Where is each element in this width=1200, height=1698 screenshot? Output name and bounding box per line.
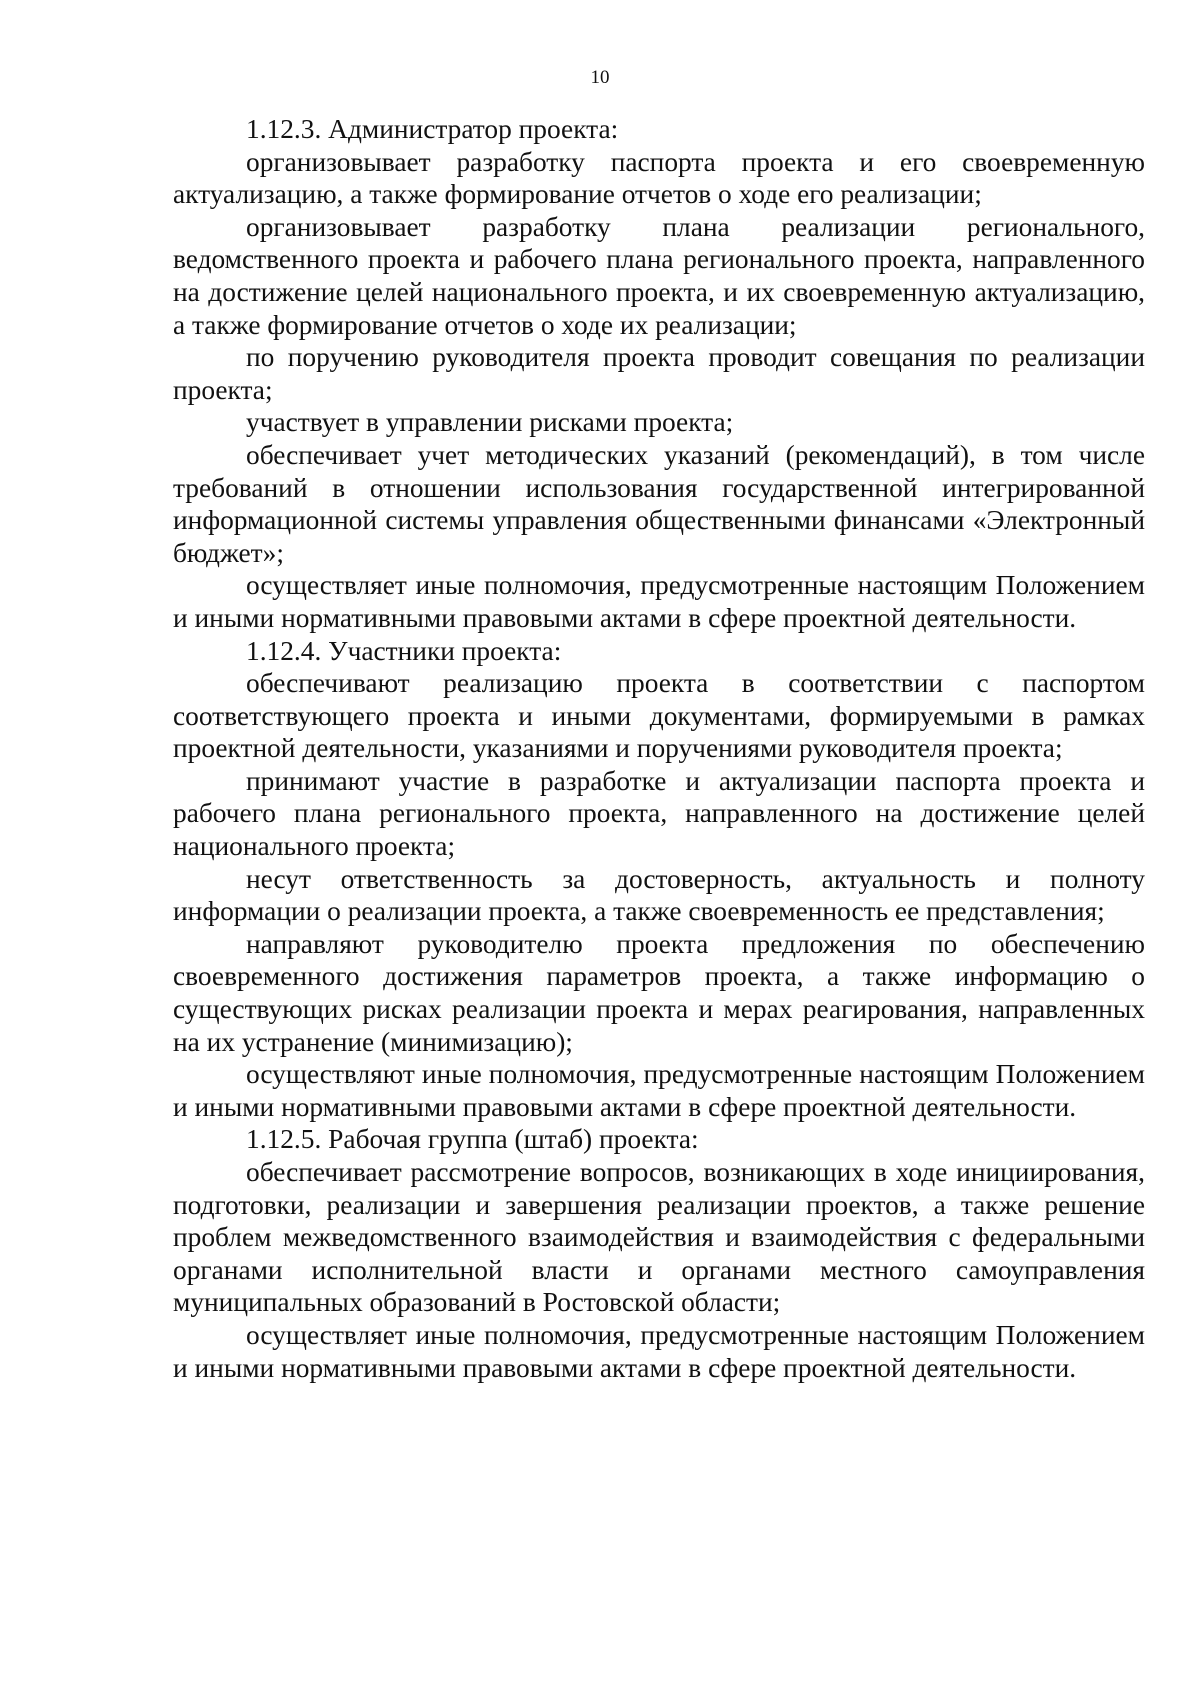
- paragraph: осуществляет иные полномочия, предусмотренные настоящим Положением и иными нормативными правовыми актами в сфере проектной деятельности.: [173, 570, 1145, 633]
- paragraph: несут ответственность за достоверность, актуальность и полноту информации о реализации проекта, а также своевременность ее представления;: [173, 863, 1145, 927]
- paragraph: по поручению руководителя проекта проводит совещания по реализации проекта;: [173, 342, 1145, 405]
- paragraph: осуществляют иные полномочия, предусмотренные настоящим Положением и иными нормативными правовыми актами в сфере проектной деятельности.: [173, 1059, 1145, 1122]
- section-heading-1-12-4: 1.12.4. Участники проекта:: [246, 635, 562, 666]
- document-body: [173, 113, 1145, 1384]
- paragraph: обеспечивают реализацию проекта в соответствии с паспортом соответствующего проекта и иными документами, формируемыми в рамках проектной деятельности, указаниями и поручениями руководителя проекта;: [173, 668, 1145, 764]
- paragraph: направляют руководителю проекта предложения по обеспечению своевременного достижения параметров проекта, а также информацию о существующих рисках реализации проекта и мерах реагирования, направленных на их устранение (минимизацию);: [173, 928, 1145, 1057]
- paragraph: организовывает разработку плана реализации регионального, ведомственного проекта и рабочего плана регионального проекта, направленного на достижение целей национального проекта, и их своевременную актуализацию, а также формирование отчетов о ходе их реализации;: [173, 211, 1145, 340]
- section-heading-1-12-3: 1.12.3. Администратор проекта:: [246, 114, 619, 144]
- paragraph: обеспечивает рассмотрение вопросов, возникающих в ходе инициирования, подготовки, реализации и завершения реализации проектов, а также решение проблем межведомственного взаимодействия и взаимодействия с федеральными органами исполнительной власти и органами местного самоуправления муниципальных образований в Ростовской области;: [173, 1157, 1145, 1318]
- page-number: 10: [590, 67, 610, 88]
- section-heading-1-12-5: 1.12.5. Рабочая группа (штаб) проекта:: [246, 1124, 699, 1155]
- paragraph: обеспечивает учет методических указаний (рекомендаций), в том числе требований в отношении использования государственной интегрированной информационной системы управления общественными финансами «Электронный бюджет»;: [173, 439, 1145, 568]
- paragraph: организовывает разработку паспорта проекта и его своевременную актуализацию, а также формирование отчетов о ходе его реализации;: [173, 146, 1145, 210]
- paragraph: осуществляет иные полномочия, предусмотренные настоящим Положением и иными нормативными правовыми актами в сфере проектной деятельности.: [173, 1319, 1145, 1383]
- paragraph: участвует в управлении рисками проекта;: [246, 407, 734, 438]
- paragraph: принимают участие в разработке и актуализации паспорта проекта и рабочего плана регионального проекта, направленного на достижение целей национального проекта;: [173, 765, 1145, 862]
